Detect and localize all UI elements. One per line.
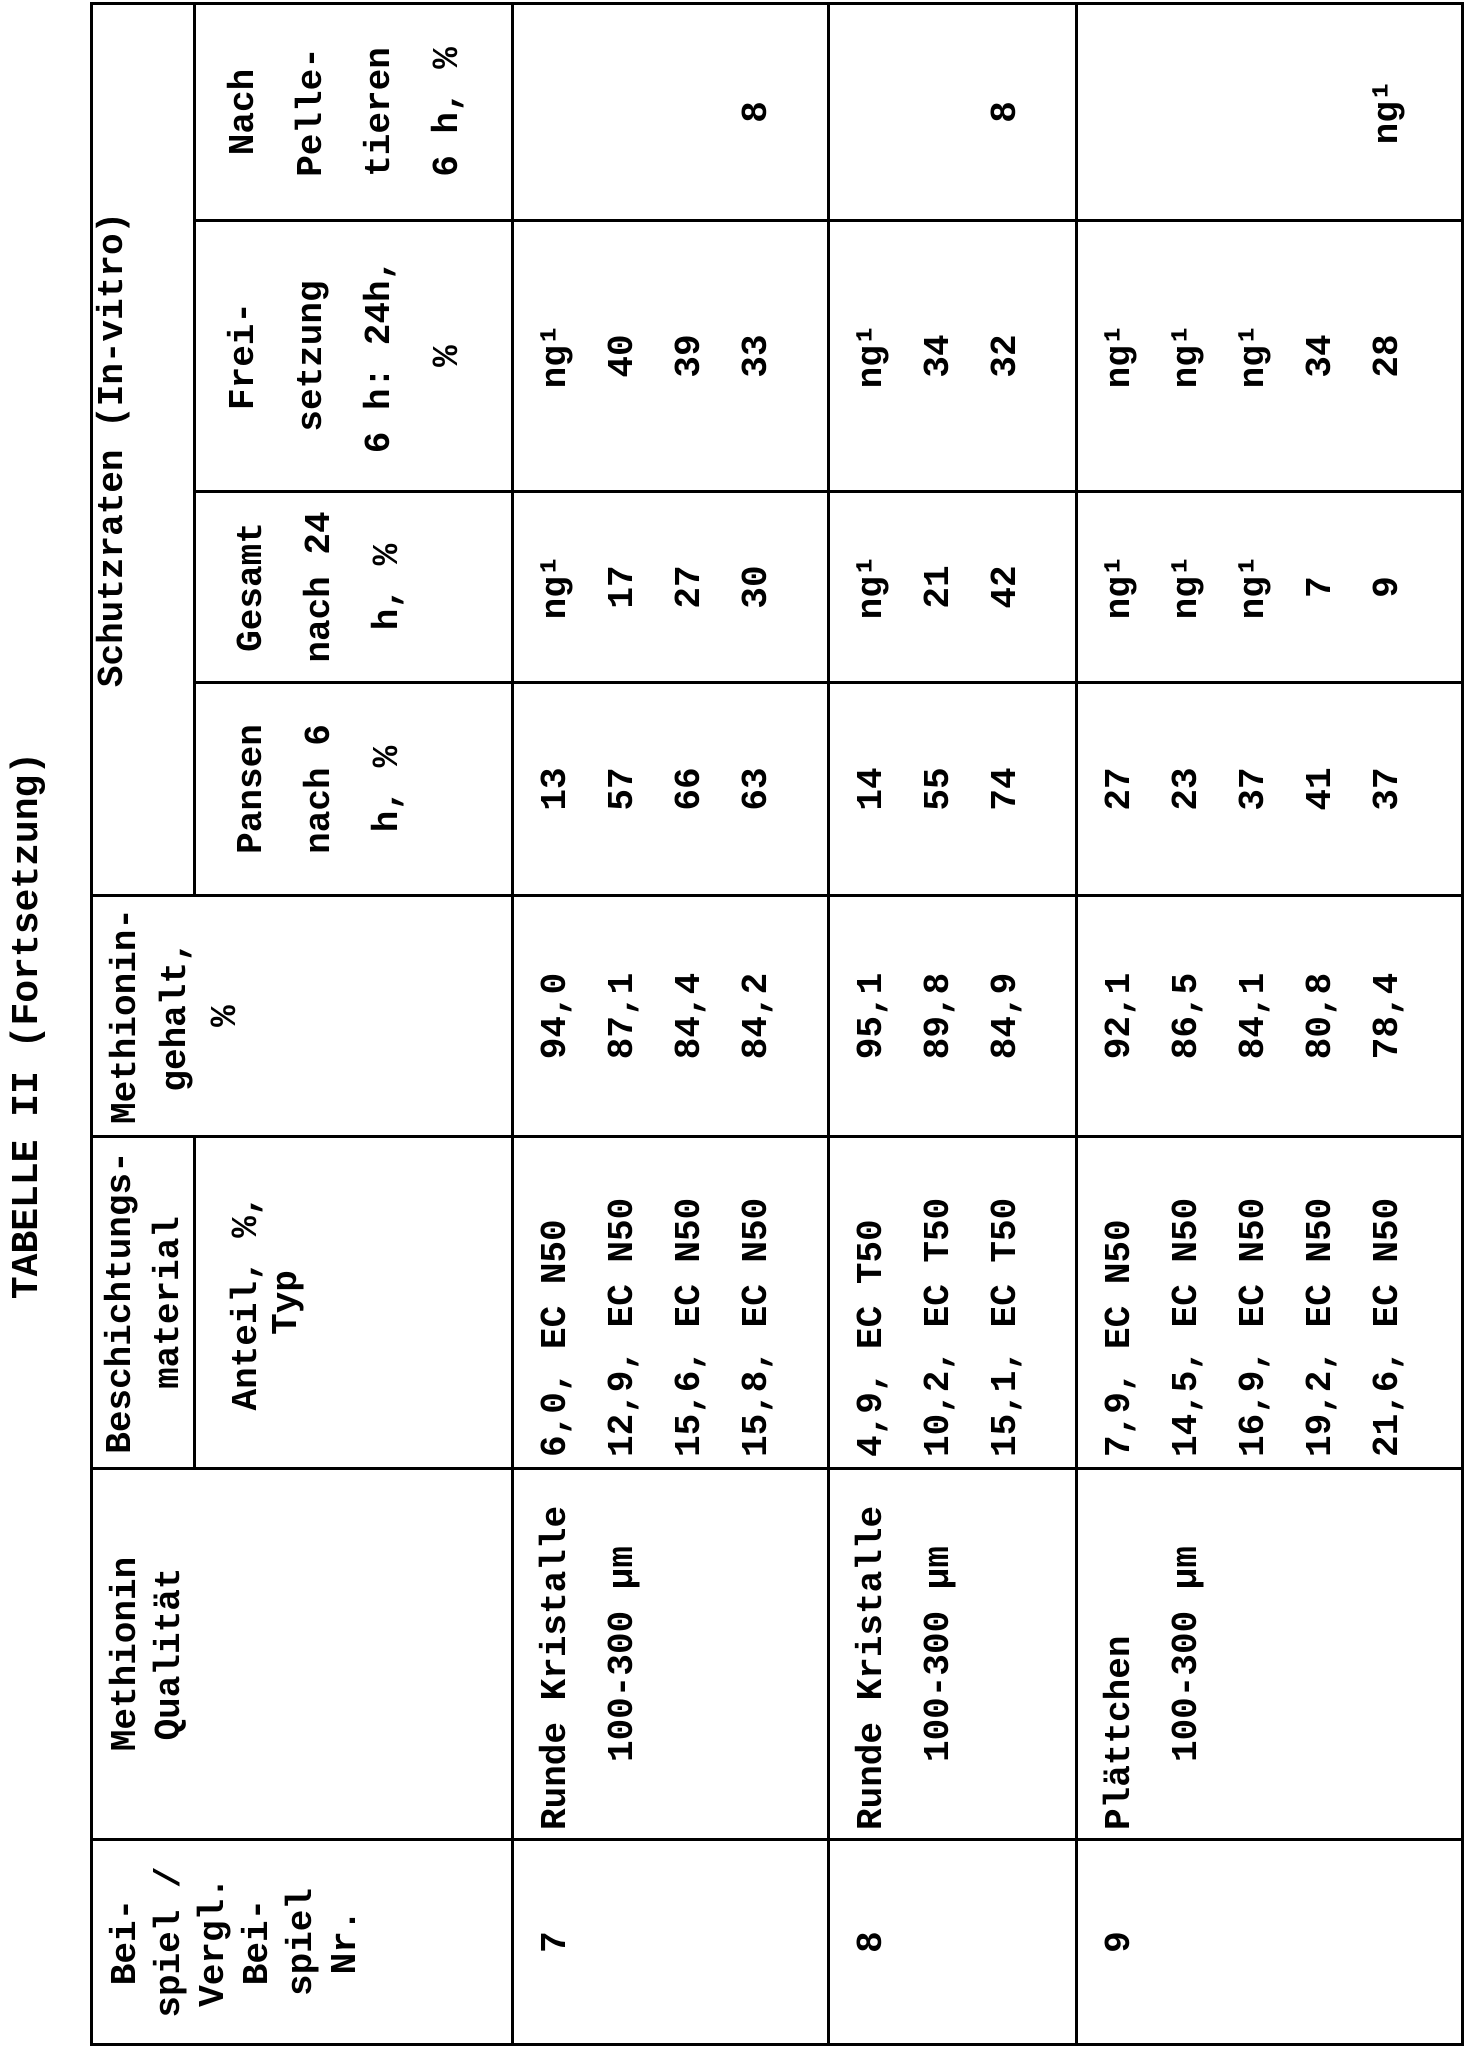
cell-line: Vergl. (192, 1841, 236, 2043)
cell-line: 100-300 µm (589, 1470, 656, 1838)
cell-line: 37 (1220, 684, 1287, 894)
cell-line: Methionin (104, 1470, 148, 1838)
cell-line: ng¹ (1086, 493, 1153, 681)
cell-line: 86,5 (1153, 897, 1220, 1135)
cell-line: 42 (972, 493, 1039, 681)
cell-line: ng¹ (1220, 493, 1287, 681)
cell-pelletieren (513, 3, 829, 220)
cell-line: 84,9 (972, 897, 1039, 1135)
cell-line: 84,4 (656, 897, 723, 1135)
cell-line: ng¹ (1220, 222, 1287, 490)
cell-line: 100-300 µm (905, 1470, 972, 1838)
table-row-group-7 (513, 3, 829, 2044)
cell-line: 17 (589, 493, 656, 681)
cell-line: % (414, 222, 482, 490)
cell-line: Bei- (104, 1841, 148, 2043)
cell-line: 84,1 (1220, 897, 1287, 1135)
cell-line (1153, 5, 1220, 219)
cell-beschichtung (829, 1137, 1077, 1469)
cell-line: 74 (972, 684, 1039, 894)
header-pelletieren (195, 3, 513, 220)
header-row-1 (92, 3, 195, 2044)
table-row-group-8 (829, 3, 1077, 2044)
cell-line: 7,9, EC N50 (1086, 1138, 1153, 1457)
cell-line: ng¹ (522, 222, 589, 490)
cell-line: 19,2, EC N50 (1287, 1138, 1354, 1457)
cell-line: 89,8 (905, 897, 972, 1135)
cell-gehalt (1077, 896, 1463, 1137)
cell-line: 8 (723, 5, 790, 219)
cell-line (1086, 5, 1153, 219)
cell-line: 92,1 (1086, 897, 1153, 1135)
cell-line: 33 (723, 222, 790, 490)
cell-line: h, % (354, 684, 422, 894)
cell-line: Pelle- (278, 5, 346, 219)
header-gesamt (195, 492, 513, 683)
cell-line: 34 (1287, 222, 1354, 490)
cell-line: 66 (656, 684, 723, 894)
cell-line: 16,9, EC N50 (1220, 1138, 1287, 1457)
cell-beschichtung (513, 1137, 829, 1469)
results-table (90, 2, 1464, 2046)
cell-line: Runde Kristalle (838, 1470, 905, 1838)
cell-line: 30 (723, 493, 790, 681)
cell-line (838, 5, 905, 219)
cell-line: 40 (589, 222, 656, 490)
cell-line: 7 (1287, 493, 1354, 681)
cell-line: 15,1, EC T50 (972, 1138, 1039, 1457)
table-title: TABELLE II (Fortsetzung) (6, 0, 50, 2051)
cell-line (589, 5, 656, 219)
cell-line: 15,6, EC N50 (656, 1138, 723, 1457)
header-beschichtung (92, 1137, 195, 1469)
cell-line: 27 (656, 493, 723, 681)
cell-line: 14 (838, 684, 905, 894)
header-pansen (195, 683, 513, 896)
cell-line: 14,5, EC N50 (1153, 1138, 1220, 1457)
cell-gesamt (513, 492, 829, 683)
cell-pelletieren (1077, 3, 1463, 220)
cell-line: 12,9, EC N50 (589, 1138, 656, 1457)
header-schutzraten: Schutzraten (In-vitro) (92, 3, 195, 895)
cell-line: 95,1 (838, 897, 905, 1135)
cell-line (1287, 5, 1354, 219)
cell-line: Beschichtungs- (97, 1138, 145, 1467)
cell-pansen (829, 683, 1077, 896)
cell-line: setzung (278, 222, 346, 490)
cell-line: 55 (905, 684, 972, 894)
cell-line: Pansen (218, 684, 286, 894)
cell-nr (1077, 1840, 1463, 2045)
cell-line: 63 (723, 684, 790, 894)
cell-nr (513, 1840, 829, 2045)
cell-line: Frei- (210, 222, 278, 490)
cell-gesamt (1077, 492, 1463, 683)
cell-line: 7 (522, 1841, 589, 2043)
header-beispiel (92, 1840, 513, 2045)
cell-line: 9 (1354, 493, 1421, 681)
cell-line: ng¹ (1354, 5, 1421, 219)
cell-line: ng¹ (838, 222, 905, 490)
cell-line (905, 5, 972, 219)
cell-line: tieren (346, 5, 414, 219)
cell-line: 34 (905, 222, 972, 490)
cell-line: ng¹ (522, 493, 589, 681)
rotated-table-sheet (0, 0, 1478, 2051)
cell-line: 57 (589, 684, 656, 894)
cell-beschichtung (1077, 1137, 1463, 1469)
cell-line (656, 5, 723, 219)
cell-line: 15,8, EC N50 (723, 1138, 790, 1457)
cell-freisetzung (513, 221, 829, 492)
cell-line: 13 (522, 684, 589, 894)
cell-line (1220, 5, 1287, 219)
header-freisetzung (195, 221, 513, 492)
cell-line: Methionin- (101, 897, 151, 1135)
cell-line: 80,8 (1287, 897, 1354, 1135)
cell-line: 21 (905, 493, 972, 681)
cell-line: 23 (1153, 684, 1220, 894)
cell-line: material (145, 1138, 193, 1467)
cell-line: ng¹ (1086, 222, 1153, 490)
cell-line: 94,0 (522, 897, 589, 1135)
cell-gesamt (829, 492, 1077, 683)
cell-line: h, % (354, 493, 422, 681)
cell-line (522, 5, 589, 219)
cell-line: Qualität (148, 1470, 192, 1838)
cell-line: % (201, 897, 251, 1135)
header-gehalt (92, 896, 513, 1137)
cell-line: Plättchen (1086, 1470, 1153, 1838)
cell-line: 84,2 (723, 897, 790, 1135)
cell-line: 39 (656, 222, 723, 490)
cell-line: spiel / (148, 1841, 192, 2043)
cell-line: 6 h, % (414, 5, 482, 219)
cell-line: 8 (838, 1841, 905, 2043)
cell-line: ng¹ (1153, 222, 1220, 490)
cell-line: 100-300 µm (1153, 1470, 1220, 1838)
cell-line: nach 24 (286, 493, 354, 681)
cell-gehalt (513, 896, 829, 1137)
cell-line: Nr. (324, 1841, 368, 2043)
cell-nr (829, 1840, 1077, 2045)
cell-freisetzung (1077, 221, 1463, 492)
cell-pelletieren (829, 3, 1077, 220)
cell-freisetzung (829, 221, 1077, 492)
cell-line: 21,6, EC N50 (1354, 1138, 1421, 1457)
cell-qualitaet (1077, 1469, 1463, 1840)
cell-line: 6 h: 24h, (346, 222, 414, 490)
cell-line: 41 (1287, 684, 1354, 894)
cell-line: 37 (1354, 684, 1421, 894)
cell-line: ng¹ (838, 493, 905, 681)
header-beschichtung-anteil (195, 1137, 513, 1469)
cell-pansen (513, 683, 829, 896)
cell-line: 32 (972, 222, 1039, 490)
header-qualitaet (92, 1469, 513, 1840)
cell-line: 4,9, EC T50 (838, 1138, 905, 1457)
cell-line: 78,4 (1354, 897, 1421, 1135)
cell-pansen (1077, 683, 1463, 896)
cell-line: 10,2, EC T50 (905, 1138, 972, 1457)
cell-line: 6,0, EC N50 (522, 1138, 589, 1457)
cell-line: 9 (1086, 1841, 1153, 2043)
cell-qualitaet (829, 1469, 1077, 1840)
cell-line: Gesamt (218, 493, 286, 681)
cell-gehalt (829, 896, 1077, 1137)
cell-line: 28 (1354, 222, 1421, 490)
cell-qualitaet (513, 1469, 829, 1840)
table-row-group-9 (1077, 3, 1463, 2044)
cell-line: Nach (210, 5, 278, 219)
cell-line: 87,1 (589, 897, 656, 1135)
cell-line: Bei- (236, 1841, 280, 2043)
cell-line: Typ (267, 1138, 307, 1467)
cell-line: spiel (280, 1841, 324, 2043)
document-page (0, 0, 1478, 2051)
cell-line: 8 (972, 5, 1039, 219)
cell-line: 27 (1086, 684, 1153, 894)
cell-line: Runde Kristalle (522, 1470, 589, 1838)
cell-line: gehalt, (151, 897, 201, 1135)
cell-line: ng¹ (1153, 493, 1220, 681)
cell-line: nach 6 (286, 684, 354, 894)
cell-line: Anteil, %, (227, 1138, 267, 1467)
